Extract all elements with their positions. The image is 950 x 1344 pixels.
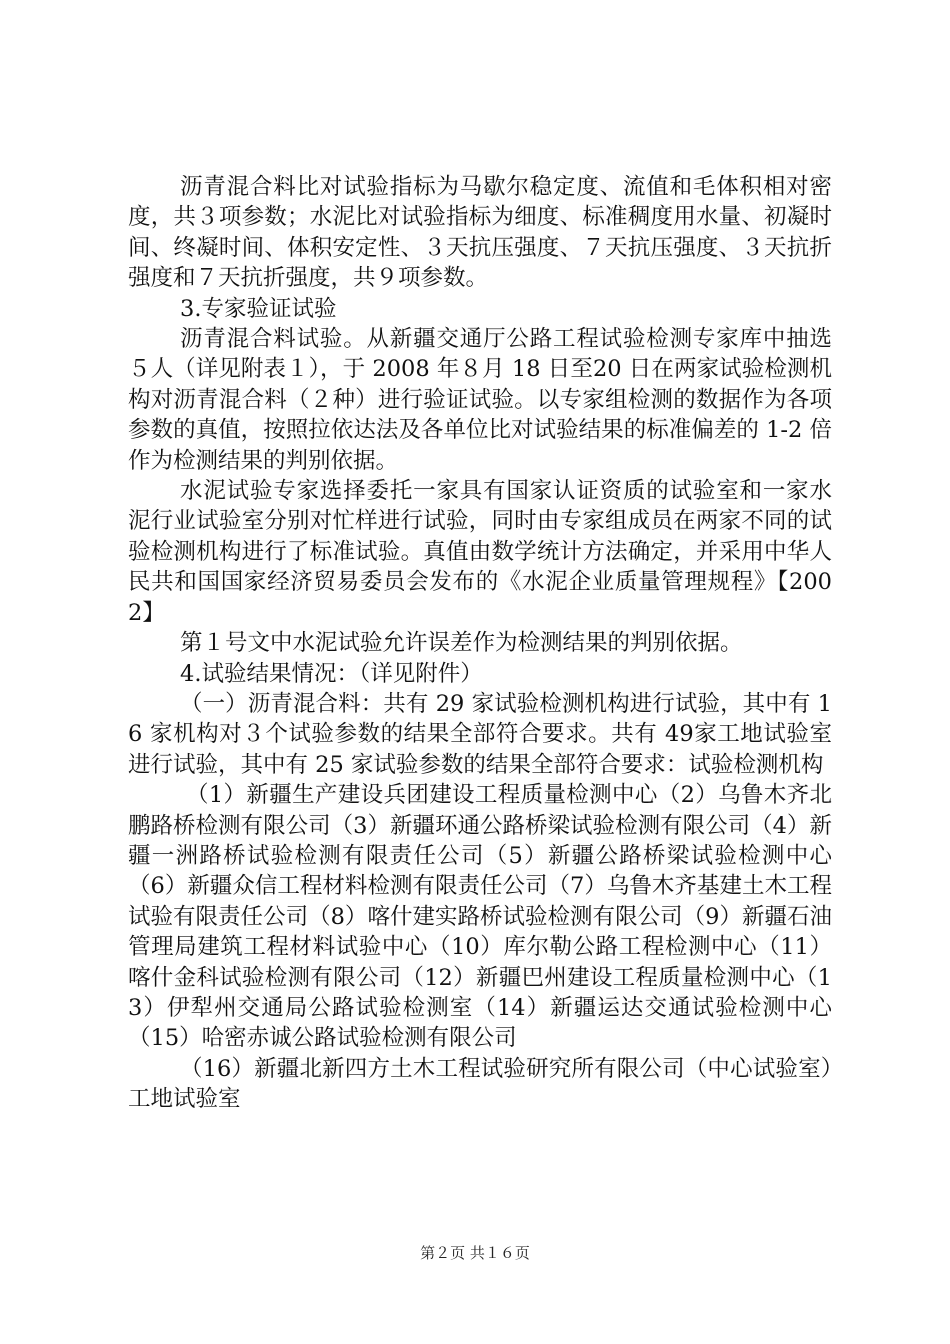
paragraph-comparison-indicators: 沥青混合料比对试验指标为马歇尔稳定度、流值和毛体积相对密度，共３项参数；水泥比对试验指标为细度、标准稠度用水量、初凝时间、终凝时间、体积安定性、３天抗压强度、７天抗压强度、３天抗折强度和７天抗折强度，共９项参数。 [128, 174, 832, 292]
page-number-footer: 第２页 共１６页 [420, 1244, 530, 1262]
paragraph-asphalt-test: 沥青混合料试验。从新疆交通厅公路工程试验检测专家库中抽选５人（详见附表１），于 2008 年８月 18 日至20 日在两家试验检测机构对沥青混合料（２种）进行验证试验。以专家组检测的数据作为各项参数的真值，按照拉依达法及各单位比对试验结果的标准偏差的 1-2 倍作为检测结果的判别依据。 [128, 326, 832, 474]
document-body [128, 172, 832, 1115]
paragraph-cement-test: 水泥试验专家选择委托一家具有国家认证资质的试验室和一家水泥行业试验室分别对忙样进行试验，同时由专家组成员在两家不同的试验检测机构进行了标准试验。真值由数学统计方法确定，并采用中华人民共和国国家经济贸易委员会发布的《水泥企业质量管理规程》【2002】 [128, 478, 832, 626]
paragraph-asphalt-results: （一）沥青混合料：共有 29 家试验检测机构进行试验，其中有 16 家机构对３个试验参数的结果全部符合要求。共有 49家工地试验室进行试验，其中有 25 家试验参数的结果全部符合要求：试验检测机构 [128, 690, 832, 778]
paragraph-institution-list: （1）新疆生产建设兵团建设工程质量检测中心（2）乌鲁木齐北鹏路桥检测有限公司（3）新疆环通公路桥梁试验检测有限公司（4）新疆一洲路桥试验检测有限责任公司（5）新疆公路桥梁试验检测中心（6）新疆众信工程材料检测有限责任公司（7）乌鲁木齐基建土木工程试验有限责任公司（8）喀什建实路桥试验检测有限公司（9）新疆石油管理局建筑工程材料试验中心（10）库尔勒公路工程检测中心（11）喀什金科试验检测有限公司（12）新疆巴州建设工程质量检测中心（13）伊犁州交通局公路试验检测室（14）新疆运达交通试验检测中心（15）哈密赤诚公路试验检测有限公司 [128, 782, 832, 1052]
heading-expert-verification: 3.专家验证试验 [180, 295, 337, 322]
heading-test-results: 4.试验结果情况：（详见附件） [180, 660, 483, 687]
paragraph-institution-16: （16）新疆北新四方土木工程试验研究所有限公司（中心试验室）工地试验室 [128, 1055, 832, 1113]
paragraph-cement-criteria: 第１号文中水泥试验允许误差作为检测结果的判别依据。 [180, 630, 743, 657]
